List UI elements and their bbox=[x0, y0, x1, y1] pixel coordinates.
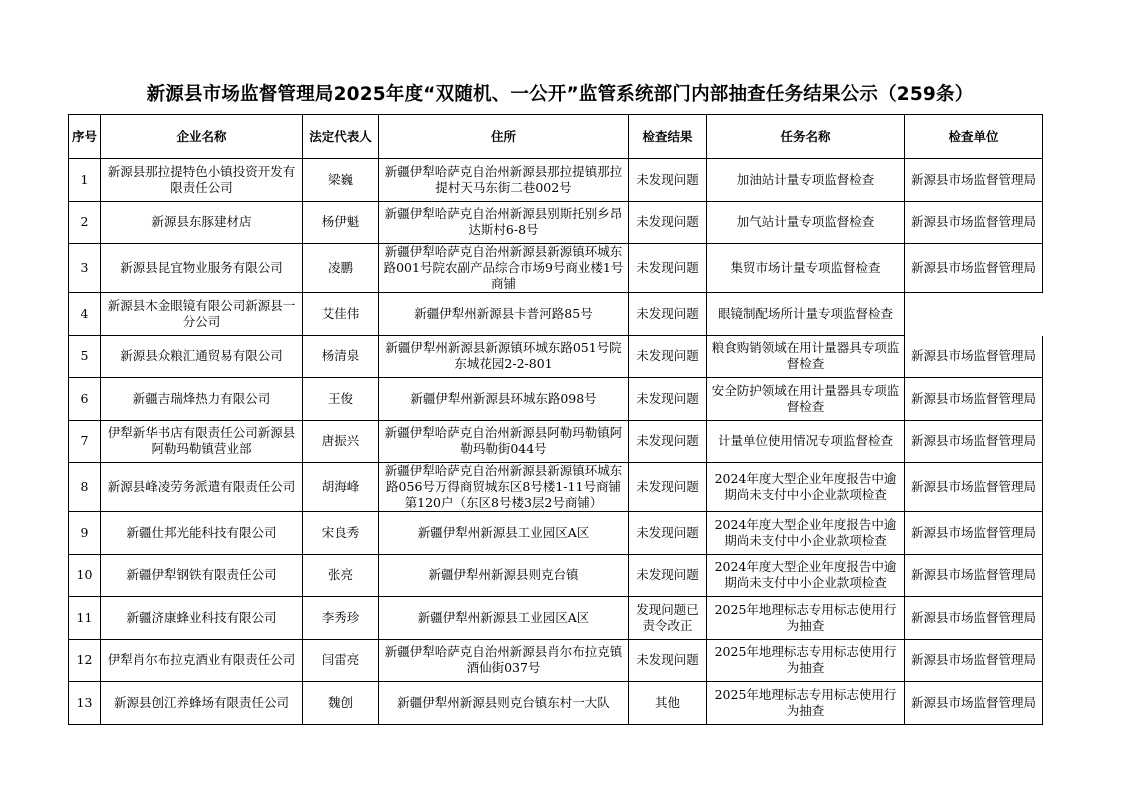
cell-task: 眼镜制配场所计量专项监督检查 bbox=[707, 293, 905, 336]
cell-unit: 新源县市场监督管理局 bbox=[905, 244, 1043, 293]
cell-no: 11 bbox=[69, 597, 101, 640]
cell-task: 2025年地理标志专用标志使用行为抽查 bbox=[707, 597, 905, 640]
cell-task: 2025年地理标志专用标志使用行为抽查 bbox=[707, 682, 905, 725]
cell-address: 新疆伊犁州新源县则克台镇东村一大队 bbox=[379, 682, 629, 725]
cell-address: 新疆伊犁州新源县卡普河路85号 bbox=[379, 293, 629, 336]
cell-task: 2024年度大型企业年度报告中逾期尚未支付中小企业款项检查 bbox=[707, 512, 905, 555]
cell-result: 未发现问题 bbox=[629, 293, 707, 336]
cell-no: 3 bbox=[69, 244, 101, 293]
cell-address: 新疆伊犁州新源县则克台镇 bbox=[379, 554, 629, 597]
cell-rep: 唐振兴 bbox=[303, 420, 379, 463]
cell-task: 2025年地理标志专用标志使用行为抽查 bbox=[707, 639, 905, 682]
cell-company: 新源县创江养蜂场有限责任公司 bbox=[101, 682, 303, 725]
cell-unit: 新源县市场监督管理局 bbox=[905, 159, 1043, 202]
cell-no: 12 bbox=[69, 639, 101, 682]
cell-address: 新疆伊犁州新源县工业园区A区 bbox=[379, 597, 629, 640]
cell-rep: 李秀珍 bbox=[303, 597, 379, 640]
cell-task: 2024年度大型企业年度报告中逾期尚未支付中小企业款项检查 bbox=[707, 554, 905, 597]
results-table bbox=[68, 114, 1043, 725]
cell-unit: 新源县市场监督管理局 bbox=[905, 201, 1043, 244]
cell-address: 新疆伊犁哈萨克自治州新源县那拉提镇那拉提村天马东街二巷002号 bbox=[379, 159, 629, 202]
table-row bbox=[69, 420, 1043, 463]
cell-company: 新疆济康蜂业科技有限公司 bbox=[101, 597, 303, 640]
table-row bbox=[69, 597, 1043, 640]
cell-unit: 新源县市场监督管理局 bbox=[905, 463, 1043, 512]
table-row bbox=[69, 512, 1043, 555]
cell-task: 加油站计量专项监督检查 bbox=[707, 159, 905, 202]
cell-no: 9 bbox=[69, 512, 101, 555]
cell-result: 未发现问题 bbox=[629, 201, 707, 244]
cell-address: 新疆伊犁州新源县工业园区A区 bbox=[379, 512, 629, 555]
cell-company: 新疆仕邦光能科技有限公司 bbox=[101, 512, 303, 555]
table-row bbox=[69, 682, 1043, 725]
cell-address: 新疆伊犁哈萨克自治州新源县别斯托别乡昂达斯村6-8号 bbox=[379, 201, 629, 244]
cell-unit: 新源县市场监督管理局 bbox=[905, 512, 1043, 555]
cell-company: 新源县那拉提特色小镇投资开发有限责任公司 bbox=[101, 159, 303, 202]
cell-no: 8 bbox=[69, 463, 101, 512]
table-row bbox=[69, 244, 1043, 293]
table-row bbox=[69, 201, 1043, 244]
cell-result: 其他 bbox=[629, 682, 707, 725]
cell-result: 未发现问题 bbox=[629, 463, 707, 512]
page-title: 新源县市场监督管理局2025年度“双随机、一公开”监管系统部门内部抽查任务结果公示（259条） bbox=[146, 84, 974, 105]
cell-unit: 新源县市场监督管理局 bbox=[905, 335, 1043, 378]
cell-rep: 凌鹏 bbox=[303, 244, 379, 293]
cell-company: 伊犁新华书店有限责任公司新源县阿勒玛勒镇营业部 bbox=[101, 420, 303, 463]
cell-no: 13 bbox=[69, 682, 101, 725]
cell-rep: 杨清泉 bbox=[303, 335, 379, 378]
cell-result: 未发现问题 bbox=[629, 335, 707, 378]
cell-address: 新疆伊犁哈萨克自治州新源县新源镇环城东路056号万得商贸城东区8号楼1-11号商铺第120户（东区8号楼3层2号商铺） bbox=[379, 463, 629, 512]
header-unit: 检查单位 bbox=[905, 115, 1043, 159]
cell-no: 7 bbox=[69, 420, 101, 463]
cell-company: 新源县峰凌劳务派遣有限责任公司 bbox=[101, 463, 303, 512]
header-address: 住所 bbox=[379, 115, 629, 159]
cell-no: 2 bbox=[69, 201, 101, 244]
cell-no: 1 bbox=[69, 159, 101, 202]
cell-rep: 梁巍 bbox=[303, 159, 379, 202]
cell-unit: 新源县市场监督管理局 bbox=[905, 554, 1043, 597]
table-row bbox=[69, 554, 1043, 597]
cell-unit: 新源县市场监督管理局 bbox=[905, 597, 1043, 640]
cell-no: 6 bbox=[69, 378, 101, 421]
cell-rep: 艾佳伟 bbox=[303, 293, 379, 336]
cell-unit: 新源县市场监督管理局 bbox=[905, 639, 1043, 682]
table-header-row bbox=[69, 115, 1043, 159]
cell-rep: 张亮 bbox=[303, 554, 379, 597]
header-rep: 法定代表人 bbox=[303, 115, 379, 159]
cell-address: 新疆伊犁哈萨克自治州新源县阿勒玛勒镇阿勒玛勒街044号 bbox=[379, 420, 629, 463]
cell-no: 10 bbox=[69, 554, 101, 597]
header-task: 任务名称 bbox=[707, 115, 905, 159]
cell-no: 4 bbox=[69, 293, 101, 336]
cell-address: 新疆伊犁哈萨克自治州新源县新源镇环城东路001号院农副产品综合市场9号商业楼1号商铺 bbox=[379, 244, 629, 293]
cell-company: 新源县东豚建材店 bbox=[101, 201, 303, 244]
cell-result: 未发现问题 bbox=[629, 159, 707, 202]
cell-rep: 王俊 bbox=[303, 378, 379, 421]
table-row bbox=[69, 378, 1043, 421]
cell-unit: 新源县市场监督管理局 bbox=[905, 378, 1043, 421]
cell-unit: 新源县市场监督管理局 bbox=[905, 682, 1043, 725]
cell-result: 发现问题已责令改正 bbox=[629, 597, 707, 640]
cell-task: 粮食购销领域在用计量器具专项监督检查 bbox=[707, 335, 905, 378]
cell-address: 新疆伊犁州新源县环城东路098号 bbox=[379, 378, 629, 421]
table-row bbox=[69, 463, 1043, 512]
cell-rep: 魏创 bbox=[303, 682, 379, 725]
cell-task: 安全防护领域在用计量器具专项监督检查 bbox=[707, 378, 905, 421]
cell-task: 计量单位使用情况专项监督检查 bbox=[707, 420, 905, 463]
cell-result: 未发现问题 bbox=[629, 639, 707, 682]
cell-rep: 胡海峰 bbox=[303, 463, 379, 512]
cell-task: 2024年度大型企业年度报告中逾期尚未支付中小企业款项检查 bbox=[707, 463, 905, 512]
cell-rep: 宋良秀 bbox=[303, 512, 379, 555]
cell-unit bbox=[905, 293, 1043, 336]
cell-result: 未发现问题 bbox=[629, 512, 707, 555]
cell-company: 伊犁肖尔布拉克酒业有限责任公司 bbox=[101, 639, 303, 682]
cell-company: 新源县木金眼镜有限公司新源县一分公司 bbox=[101, 293, 303, 336]
cell-rep: 闫雷亮 bbox=[303, 639, 379, 682]
cell-address: 新疆伊犁哈萨克自治州新源县肖尔布拉克镇酒仙街037号 bbox=[379, 639, 629, 682]
cell-result: 未发现问题 bbox=[629, 378, 707, 421]
cell-company: 新疆吉瑞烽热力有限公司 bbox=[101, 378, 303, 421]
table-row bbox=[69, 159, 1043, 202]
cell-company: 新疆伊犁钢铁有限责任公司 bbox=[101, 554, 303, 597]
cell-no: 5 bbox=[69, 335, 101, 378]
cell-result: 未发现问题 bbox=[629, 420, 707, 463]
cell-task: 集贸市场计量专项监督检查 bbox=[707, 244, 905, 293]
cell-company: 新源县众粮汇通贸易有限公司 bbox=[101, 335, 303, 378]
table-row bbox=[69, 639, 1043, 682]
cell-task: 加气站计量专项监督检查 bbox=[707, 201, 905, 244]
header-company: 企业名称 bbox=[101, 115, 303, 159]
header-no: 序号 bbox=[69, 115, 101, 159]
cell-unit: 新源县市场监督管理局 bbox=[905, 420, 1043, 463]
table-row bbox=[69, 293, 1043, 336]
table-row bbox=[69, 335, 1043, 378]
cell-company: 新源县昆宜物业服务有限公司 bbox=[101, 244, 303, 293]
cell-result: 未发现问题 bbox=[629, 244, 707, 293]
cell-rep: 杨伊魁 bbox=[303, 201, 379, 244]
cell-result: 未发现问题 bbox=[629, 554, 707, 597]
cell-address: 新疆伊犁州新源县新源镇环城东路051号院东城花园2-2-801 bbox=[379, 335, 629, 378]
header-result: 检查结果 bbox=[629, 115, 707, 159]
